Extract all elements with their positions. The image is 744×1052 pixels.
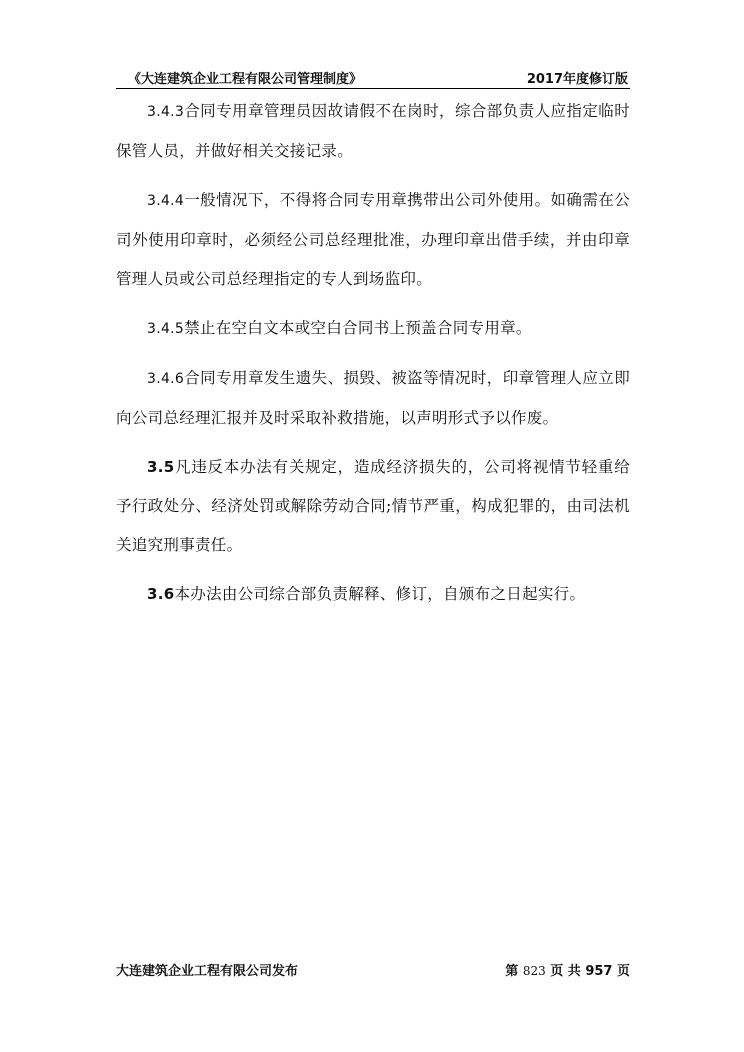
page-footer [116,960,630,984]
page-indicator [505,960,630,979]
document-body [116,92,630,624]
clause-number: 3.4.6 [147,371,185,387]
document-title: 《大连建筑企业工程有限公司管理制度》 [128,72,363,87]
clause-number: 3.4.3 [147,104,185,120]
current-page-number: 823 [522,964,546,978]
clause-text: 禁止在空白文本或空白合同书上预盖合同专用章。 [184,319,532,337]
clause-number: 3.5 [147,458,175,476]
clause-number: 3.6 [147,585,175,603]
page-prefix: 第 [505,964,519,979]
clause-3-4-5 [116,309,630,349]
clause-text: 本办法由公司综合部负责解释、修订，自颁布之日起实行。 [174,585,586,603]
page-suffix: 页 [616,964,630,979]
clause-text: 凡违反本办法有关规定，造成经济损失的，公司将视情节轻重给予行政处分、经济处罚或解除劳动合同;情节严重，构成犯罪的，由司法机关追究刑事责任。 [116,458,630,554]
edition-label: 2017年度修订版 [526,72,628,87]
total-page-number: 957 [585,964,613,979]
clause-number: 3.4.5 [147,321,185,337]
clause-3-4-3 [116,92,630,171]
page-middle: 页 共 [550,964,581,979]
clause-text: 一般情况下，不得将合同专用章携带出公司外使用。如确需在公司外使用印章时，必须经公司总经理批准，办理印章出借手续，并由印章管理人员或公司总经理指定的专人到场监印。 [116,191,630,288]
publisher-label: 大连建筑企业工程有限公司发布 [116,964,299,979]
page-header [116,66,630,89]
clause-3-5 [116,448,630,565]
clause-3-6 [116,575,630,614]
clause-3-4-6 [116,359,630,438]
clause-text: 合同专用章发生遗失、损毁、被盗等情况时，印章管理人应立即向公司总经理汇报并及时采取补救措施，以声明形式予以作废。 [116,369,630,427]
clause-number: 3.4.4 [147,193,185,209]
clause-text: 合同专用章管理员因故请假不在岗时，综合部负责人应指定临时保管人员，并做好相关交接记录。 [116,102,630,160]
clause-3-4-4 [116,181,630,299]
